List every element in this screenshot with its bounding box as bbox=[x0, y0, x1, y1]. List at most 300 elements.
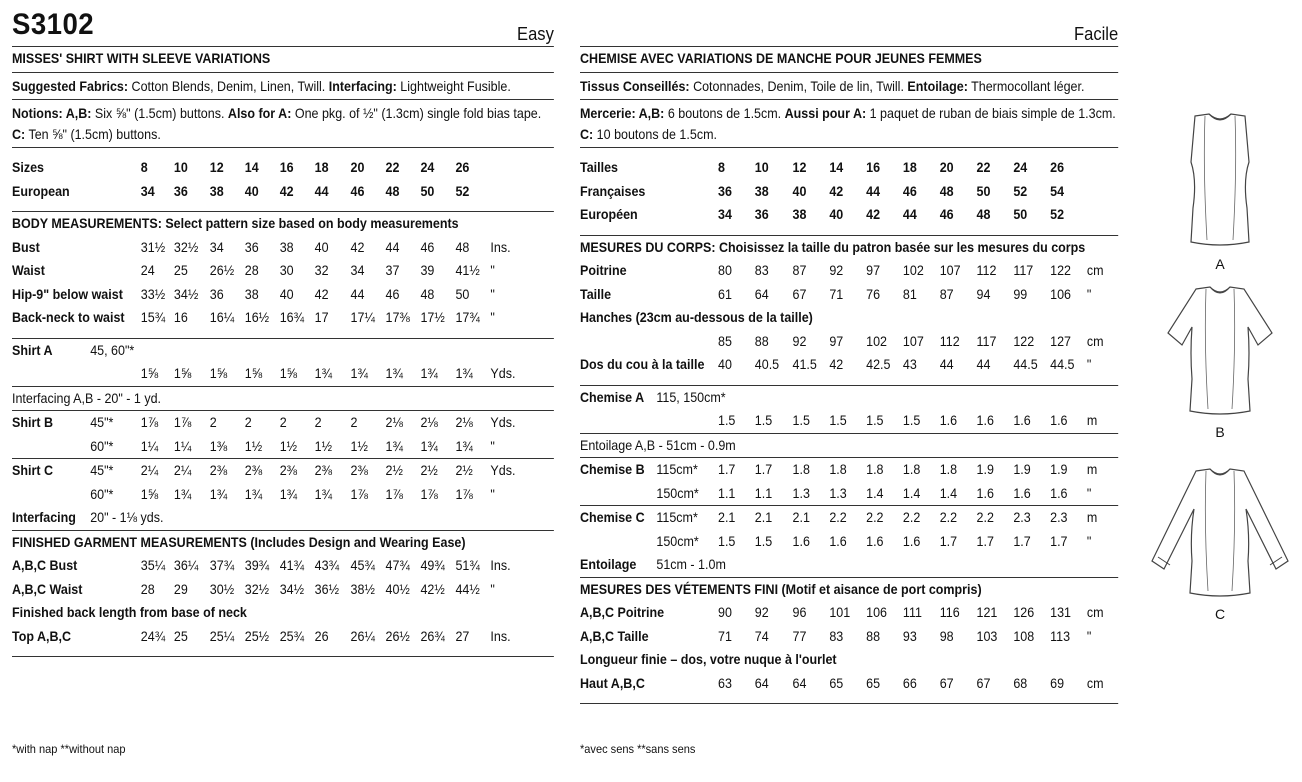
size-value: 97 bbox=[829, 333, 844, 349]
size-value: 28 bbox=[244, 263, 259, 278]
size-value: 67 bbox=[792, 286, 807, 302]
size-value: 36 bbox=[718, 183, 732, 199]
size-value: 117 bbox=[1013, 263, 1034, 278]
size-value: 64 bbox=[754, 675, 769, 691]
size-value: 106 bbox=[866, 605, 887, 620]
finished-measurements-fr bbox=[580, 578, 1118, 705]
size-value: 2.3 bbox=[1013, 510, 1031, 525]
shirt-a-yardage bbox=[12, 339, 554, 387]
back-length-row bbox=[580, 648, 1118, 672]
shirt-c-yardage bbox=[12, 459, 554, 531]
size-value: 1¾ bbox=[455, 366, 473, 381]
size-value: 1⅞ bbox=[455, 486, 473, 502]
body-measurements bbox=[12, 212, 554, 339]
fabric-width: 115cm* bbox=[656, 462, 698, 477]
size-row bbox=[580, 203, 1118, 227]
size-value: 42½ bbox=[420, 581, 445, 597]
body-measurements-title-fr: MESURES DU CORPS: Choisissez la taille du patron basée sur les mesures du corps bbox=[580, 239, 1086, 255]
size-value: 67 bbox=[976, 675, 991, 691]
row-label: Waist bbox=[12, 263, 45, 278]
size-value: 44 bbox=[902, 207, 917, 222]
size-value: 40.5 bbox=[754, 357, 780, 372]
size-value: 63 bbox=[718, 675, 732, 691]
size-value: 16¾ bbox=[279, 310, 305, 325]
size-value: 80 bbox=[718, 263, 732, 278]
size-value: 26½ bbox=[209, 263, 235, 278]
fabrics: Suggested Fabrics: Cotton Blends, Denim, Linen, Twill. Interfacing: Lightweight Fusible. bbox=[12, 73, 554, 100]
size-value: 1.3 bbox=[829, 485, 847, 501]
size-value: 1.4 bbox=[902, 485, 921, 501]
notions: Notions: A,B: Six ⅝" (1.5cm) buttons. Also for A: One pkg. of ½" (1.3cm) single fold bias tape. C: Ten ⅝" (1.5cm) buttons. bbox=[12, 100, 554, 148]
size-value: 1¾ bbox=[420, 438, 438, 454]
size-row bbox=[580, 156, 1118, 180]
size-value: 2⅜ bbox=[350, 463, 368, 478]
size-value: 1¼ bbox=[173, 438, 192, 454]
english-column bbox=[12, 0, 554, 782]
size-value: 14 bbox=[244, 160, 259, 175]
size-value: 2.2 bbox=[976, 510, 994, 525]
difficulty-level: Easy bbox=[517, 24, 554, 44]
row-label: Shirt B bbox=[12, 415, 53, 430]
fabric-width: 60"* bbox=[90, 486, 114, 502]
interfacing-ab-fr: Entoilage A,B - 51cm - 0.9m bbox=[580, 434, 1118, 459]
size-value: 2.1 bbox=[718, 510, 736, 525]
size-value: 1.6 bbox=[1013, 485, 1031, 501]
size-value: 1⅝ bbox=[140, 486, 159, 502]
shirtC-row bbox=[580, 506, 1118, 530]
row-label: Bust bbox=[12, 239, 40, 255]
size-value: 1¾ bbox=[314, 366, 333, 381]
size-value: 52 bbox=[455, 183, 470, 199]
size-value: 46 bbox=[420, 239, 435, 255]
size-value: 81 bbox=[902, 286, 917, 302]
size-value: 1.7 bbox=[976, 533, 994, 549]
size-value: 2 bbox=[209, 415, 217, 430]
size-value: 2⅜ bbox=[244, 463, 263, 478]
size-value: 50 bbox=[1013, 207, 1028, 222]
size-value: 1.1 bbox=[754, 485, 773, 501]
size-value: 2.3 bbox=[1050, 510, 1068, 525]
size-value: 2 bbox=[314, 415, 322, 430]
pattern-title: MISSES' SHIRT WITH SLEEVE VARIATIONS bbox=[12, 47, 554, 73]
row-label: Shirt A bbox=[12, 342, 53, 358]
row-label: European bbox=[12, 183, 70, 199]
body-row bbox=[12, 283, 554, 307]
size-value: 1¾ bbox=[314, 486, 333, 502]
size-value: 1.7 bbox=[754, 462, 773, 477]
size-value: 20 bbox=[939, 160, 954, 175]
notions-fr: Mercerie: A,B: 6 boutons de 1.5cm. Aussi pour A: 1 paquet de ruban de biais simple de 1.3cm. C: 10 boutons de 1.5cm. bbox=[580, 100, 1118, 148]
size-value: 1.9 bbox=[1050, 462, 1068, 477]
row-label: FINISHED GARMENT MEASUREMENTS (Includes Design and Wearing Ease) bbox=[12, 534, 466, 550]
row-label: Haut A,B,C bbox=[580, 675, 645, 691]
size-value: 26¼ bbox=[350, 628, 375, 644]
size-value: 38 bbox=[792, 207, 807, 222]
size-value: 1.6 bbox=[1013, 413, 1031, 428]
shirt-a-row bbox=[580, 409, 1118, 433]
size-value: 25½ bbox=[244, 628, 270, 644]
finished-title-row bbox=[12, 531, 554, 555]
size-value: 1.7 bbox=[1013, 533, 1031, 549]
size-value: 1⅝ bbox=[140, 366, 159, 381]
row-label: Françaises bbox=[580, 183, 646, 199]
size-value: 43 bbox=[902, 357, 917, 372]
size-value: 98 bbox=[939, 628, 954, 644]
size-value: 30½ bbox=[209, 581, 235, 597]
size-value: 71 bbox=[718, 628, 732, 644]
size-value: 22 bbox=[385, 160, 400, 175]
size-value: 2.2 bbox=[866, 510, 884, 525]
size-value: 68 bbox=[1013, 675, 1028, 691]
header-fr bbox=[580, 0, 1118, 47]
french-column bbox=[580, 0, 1118, 782]
size-value: 10 bbox=[173, 160, 188, 175]
row-label: Interfacing bbox=[12, 510, 76, 525]
size-value: 1½ bbox=[244, 438, 263, 454]
fabric-width: 150cm* bbox=[656, 485, 699, 501]
finished-row bbox=[12, 578, 554, 602]
fabric-width: 45"* bbox=[90, 463, 114, 478]
shirtB-row bbox=[580, 458, 1118, 482]
size-value: 51¾ bbox=[455, 558, 480, 573]
size-value: 88 bbox=[866, 628, 881, 644]
size-value: 34½ bbox=[173, 286, 199, 302]
size-value: 15¾ bbox=[140, 310, 166, 325]
size-value: 35¼ bbox=[140, 558, 166, 573]
size-value: 1.9 bbox=[976, 462, 994, 477]
size-value: 87 bbox=[792, 263, 807, 278]
size-value: 2 bbox=[279, 415, 287, 430]
row-label: MESURES DES VÉTEMENTS FINI (Motif et aisance de port compris) bbox=[580, 581, 982, 597]
size-value: 48 bbox=[455, 239, 470, 255]
size-value: 40 bbox=[314, 239, 329, 255]
size-value: 65 bbox=[829, 675, 844, 691]
size-row bbox=[12, 156, 554, 180]
size-value: 1.7 bbox=[939, 533, 958, 549]
shirt-a-label-row bbox=[580, 386, 1118, 410]
size-value: 24¾ bbox=[140, 628, 166, 644]
size-value: 2.2 bbox=[902, 510, 921, 525]
body-row bbox=[580, 259, 1118, 283]
size-value: 40 bbox=[279, 286, 294, 302]
unit: " bbox=[490, 263, 495, 278]
size-value: 126 bbox=[1013, 605, 1035, 620]
size-value: 46 bbox=[350, 183, 365, 199]
view-illustrations bbox=[1140, 100, 1300, 630]
size-value: 1⅝ bbox=[173, 366, 192, 381]
size-value: 83 bbox=[754, 263, 769, 278]
size-value: 2½ bbox=[385, 463, 403, 478]
hips-label-row bbox=[580, 306, 1118, 330]
size-value: 1.6 bbox=[1050, 413, 1068, 428]
size-value: 108 bbox=[1013, 628, 1035, 644]
size-value: 106 bbox=[1050, 286, 1071, 302]
row-label: Taille bbox=[580, 286, 612, 302]
finished-row bbox=[580, 625, 1118, 649]
size-value: 65 bbox=[866, 675, 881, 691]
body-row bbox=[12, 236, 554, 260]
unit: Ins. bbox=[490, 558, 511, 573]
size-value: 1.6 bbox=[792, 533, 810, 549]
size-value: 1.6 bbox=[939, 413, 958, 428]
size-value: 1⅜ bbox=[209, 438, 228, 454]
unit: Yds. bbox=[490, 463, 516, 478]
size-value: 54 bbox=[1050, 183, 1065, 199]
size-value: 1.8 bbox=[939, 462, 958, 477]
row-label: Back-neck to waist bbox=[12, 310, 125, 325]
size-value: 49¾ bbox=[420, 558, 445, 573]
size-value: 1.4 bbox=[939, 485, 958, 501]
size-value: 2½ bbox=[455, 463, 473, 478]
shirtB-row bbox=[580, 482, 1118, 506]
size-value: 1.6 bbox=[976, 413, 994, 428]
size-value: 16 bbox=[866, 160, 881, 175]
size-value: 69 bbox=[1050, 675, 1065, 691]
size-value: 39¾ bbox=[244, 558, 270, 573]
size-value: 96 bbox=[792, 605, 807, 620]
size-value: 92 bbox=[792, 333, 807, 349]
size-value: 2 bbox=[350, 415, 358, 430]
shirt-b-icon bbox=[1160, 283, 1280, 418]
size-value: 1¾ bbox=[173, 486, 192, 502]
size-value: 32½ bbox=[244, 581, 270, 597]
size-value: 2 bbox=[244, 415, 252, 430]
size-value: 48 bbox=[939, 183, 954, 199]
size-value: 44 bbox=[939, 357, 954, 372]
size-value: 34 bbox=[718, 207, 732, 222]
size-value: 127 bbox=[1050, 333, 1071, 349]
size-value: 32½ bbox=[173, 239, 199, 255]
finished-row bbox=[580, 601, 1118, 625]
fabrics-fr: Tissus Conseillés: Cotonnades, Denim, Toile de lin, Twill. Entoilage: Thermocollant léger. bbox=[580, 73, 1118, 100]
row-label: A,B,C Bust bbox=[12, 558, 78, 573]
size-value: 2.1 bbox=[792, 510, 810, 525]
size-value: 2⅛ bbox=[385, 415, 403, 430]
size-value: 1.5 bbox=[902, 413, 921, 428]
size-value: 2⅜ bbox=[279, 463, 298, 478]
size-value: 2.2 bbox=[939, 510, 958, 525]
size-value: 33½ bbox=[140, 286, 166, 302]
unit: Yds. bbox=[490, 415, 516, 430]
size-value: 93 bbox=[902, 628, 917, 644]
size-value: 27 bbox=[455, 628, 470, 644]
size-value: 24 bbox=[1013, 160, 1028, 175]
row-label: Shirt C bbox=[12, 463, 53, 478]
size-value: 42 bbox=[314, 286, 329, 302]
unit: " bbox=[1086, 357, 1092, 372]
size-value: 61 bbox=[718, 286, 732, 302]
size-value: 1.1 bbox=[718, 485, 736, 501]
size-value: 111 bbox=[902, 605, 922, 620]
fabric-width: 115, 150cm* bbox=[656, 389, 726, 405]
size-value: 20 bbox=[350, 160, 365, 175]
size-value: 41½ bbox=[455, 263, 480, 278]
row-label: Top A,B,C bbox=[12, 628, 72, 644]
unit: " bbox=[490, 486, 495, 502]
size-value: 113 bbox=[1050, 628, 1071, 644]
size-value: 1.6 bbox=[829, 533, 847, 549]
size-value: 44 bbox=[350, 286, 365, 302]
size-value: 1¼ bbox=[140, 438, 159, 454]
size-value: 2⅜ bbox=[314, 463, 333, 478]
view-c-label: C bbox=[1214, 606, 1226, 622]
size-value: 101 bbox=[829, 605, 851, 620]
size-value: 37¾ bbox=[209, 558, 235, 573]
size-value: 24 bbox=[420, 160, 435, 175]
size-value: 1.7 bbox=[718, 462, 736, 477]
row-label: Chemise B bbox=[580, 462, 645, 477]
size-value: 71 bbox=[829, 286, 844, 302]
size-value: 117 bbox=[976, 333, 997, 349]
size-value: 85 bbox=[718, 333, 732, 349]
size-value: 40 bbox=[244, 183, 259, 199]
size-value: 1¾ bbox=[385, 366, 403, 381]
size-value: 1.5 bbox=[718, 533, 736, 549]
row-label: Longueur finie – dos, votre nuque à l'ourlet bbox=[580, 652, 837, 667]
size-value: 17½ bbox=[420, 310, 445, 325]
size-value: 17 bbox=[314, 310, 329, 325]
size-value: 52 bbox=[1013, 183, 1028, 199]
size-value: 1½ bbox=[314, 438, 333, 454]
footnote-fr: *avec sens **sans sens bbox=[580, 742, 696, 756]
row-label: Poitrine bbox=[580, 263, 627, 278]
unit: " bbox=[490, 581, 495, 597]
size-value: 44 bbox=[385, 239, 400, 255]
body-row bbox=[12, 306, 554, 330]
finished-row bbox=[12, 554, 554, 578]
size-value: 34 bbox=[350, 263, 365, 278]
size-value: 2¼ bbox=[140, 463, 159, 478]
size-value: 1⅝ bbox=[279, 366, 298, 381]
size-value: 1.6 bbox=[902, 533, 921, 549]
unit: cm bbox=[1086, 675, 1104, 691]
size-value: 24 bbox=[140, 263, 155, 278]
size-value: 2¼ bbox=[173, 463, 192, 478]
size-value: 46 bbox=[939, 207, 954, 222]
size-value: 12 bbox=[209, 160, 224, 175]
view-b-label: B bbox=[1215, 424, 1225, 440]
size-value: 1.4 bbox=[866, 485, 884, 501]
size-value: 64 bbox=[792, 675, 807, 691]
size-value: 1.8 bbox=[829, 462, 847, 477]
view-b bbox=[1140, 283, 1300, 440]
row-label: Entoilage bbox=[580, 557, 637, 572]
size-value: 99 bbox=[1013, 286, 1028, 302]
size-value: 122 bbox=[1013, 333, 1035, 349]
unit: m bbox=[1086, 462, 1098, 477]
size-value: 1⅞ bbox=[420, 486, 438, 502]
size-value: 102 bbox=[866, 333, 887, 349]
size-value: 1.5 bbox=[792, 413, 810, 428]
size-value: 48 bbox=[420, 286, 435, 302]
size-value: 40 bbox=[829, 207, 844, 222]
row-label: A,B,C Waist bbox=[12, 581, 83, 597]
size-value: 37 bbox=[385, 263, 400, 278]
size-value: 97 bbox=[866, 263, 881, 278]
unit: cm bbox=[1086, 333, 1104, 349]
size-value: 1¾ bbox=[455, 438, 473, 454]
row-label: Hip-9" below waist bbox=[12, 286, 123, 302]
interfacing-c-row bbox=[12, 506, 554, 530]
size-value: 8 bbox=[718, 160, 725, 175]
size-value: 25¼ bbox=[209, 628, 235, 644]
size-value: 25 bbox=[173, 628, 188, 644]
shirt-a-yardage-fr bbox=[580, 386, 1118, 434]
shirt-c-yardage-fr bbox=[580, 506, 1118, 578]
size-value: 36 bbox=[754, 207, 769, 222]
shirt-a-label-row bbox=[12, 339, 554, 363]
size-value: 48 bbox=[976, 207, 991, 222]
size-value: 22 bbox=[976, 160, 991, 175]
size-value: 66 bbox=[902, 675, 917, 691]
size-value: 2⅛ bbox=[420, 415, 438, 430]
size-value: 92 bbox=[829, 263, 844, 278]
size-value: 131 bbox=[1050, 605, 1071, 620]
fabric-width: 45, 60"* bbox=[90, 342, 135, 358]
size-value: 36 bbox=[173, 183, 188, 199]
size-value: 1¾ bbox=[279, 486, 298, 502]
header bbox=[12, 0, 554, 47]
size-value: 46 bbox=[385, 286, 400, 302]
unit: Ins. bbox=[490, 628, 511, 644]
size-value: 39 bbox=[420, 263, 435, 278]
unit: " bbox=[490, 438, 495, 454]
size-value: 1.5 bbox=[718, 413, 736, 428]
size-value: 107 bbox=[939, 263, 961, 278]
size-value: 26 bbox=[455, 160, 470, 175]
size-value: 8 bbox=[140, 160, 148, 175]
size-value: 40 bbox=[718, 357, 732, 372]
size-value: 44 bbox=[866, 183, 881, 199]
shirtC-row bbox=[12, 483, 554, 507]
size-value: 50 bbox=[455, 286, 470, 302]
size-value: 30 bbox=[279, 263, 294, 278]
size-value: 1.5 bbox=[829, 413, 847, 428]
size-value: 17¾ bbox=[455, 310, 480, 325]
row-label: A,B,C Poitrine bbox=[580, 605, 665, 620]
size-value: 2.1 bbox=[754, 510, 773, 525]
size-value: 44 bbox=[314, 183, 329, 199]
size-value: 10 bbox=[754, 160, 769, 175]
size-value: 38 bbox=[209, 183, 224, 199]
size-value: 42 bbox=[350, 239, 365, 255]
size-value: 94 bbox=[976, 286, 991, 302]
shirtB-row bbox=[12, 411, 554, 435]
row-label: Finished back length from base of neck bbox=[12, 605, 247, 620]
body-row bbox=[12, 259, 554, 283]
size-value: 1½ bbox=[279, 438, 298, 454]
size-value: 16¼ bbox=[209, 310, 235, 325]
size-value: 38 bbox=[279, 239, 294, 255]
view-c bbox=[1140, 465, 1300, 622]
size-row bbox=[12, 180, 554, 204]
size-table-fr bbox=[580, 148, 1118, 236]
size-value: 18 bbox=[314, 160, 329, 175]
shirtC-row bbox=[580, 530, 1118, 554]
size-value: 67 bbox=[939, 675, 954, 691]
size-value: 44 bbox=[976, 357, 991, 372]
size-value: 34 bbox=[140, 183, 155, 199]
back-length-row bbox=[12, 601, 554, 625]
size-value: 1.5 bbox=[866, 413, 884, 428]
size-value: 40½ bbox=[385, 581, 410, 597]
size-value: 31½ bbox=[140, 239, 166, 255]
fabric-width: 60"* bbox=[90, 438, 114, 454]
fabric-width: 150cm* bbox=[656, 533, 699, 549]
shirt-b-yardage-fr bbox=[580, 458, 1118, 506]
row-label: Hanches (23cm au-dessous de la taille) bbox=[580, 310, 813, 325]
size-value: 116 bbox=[939, 605, 960, 620]
